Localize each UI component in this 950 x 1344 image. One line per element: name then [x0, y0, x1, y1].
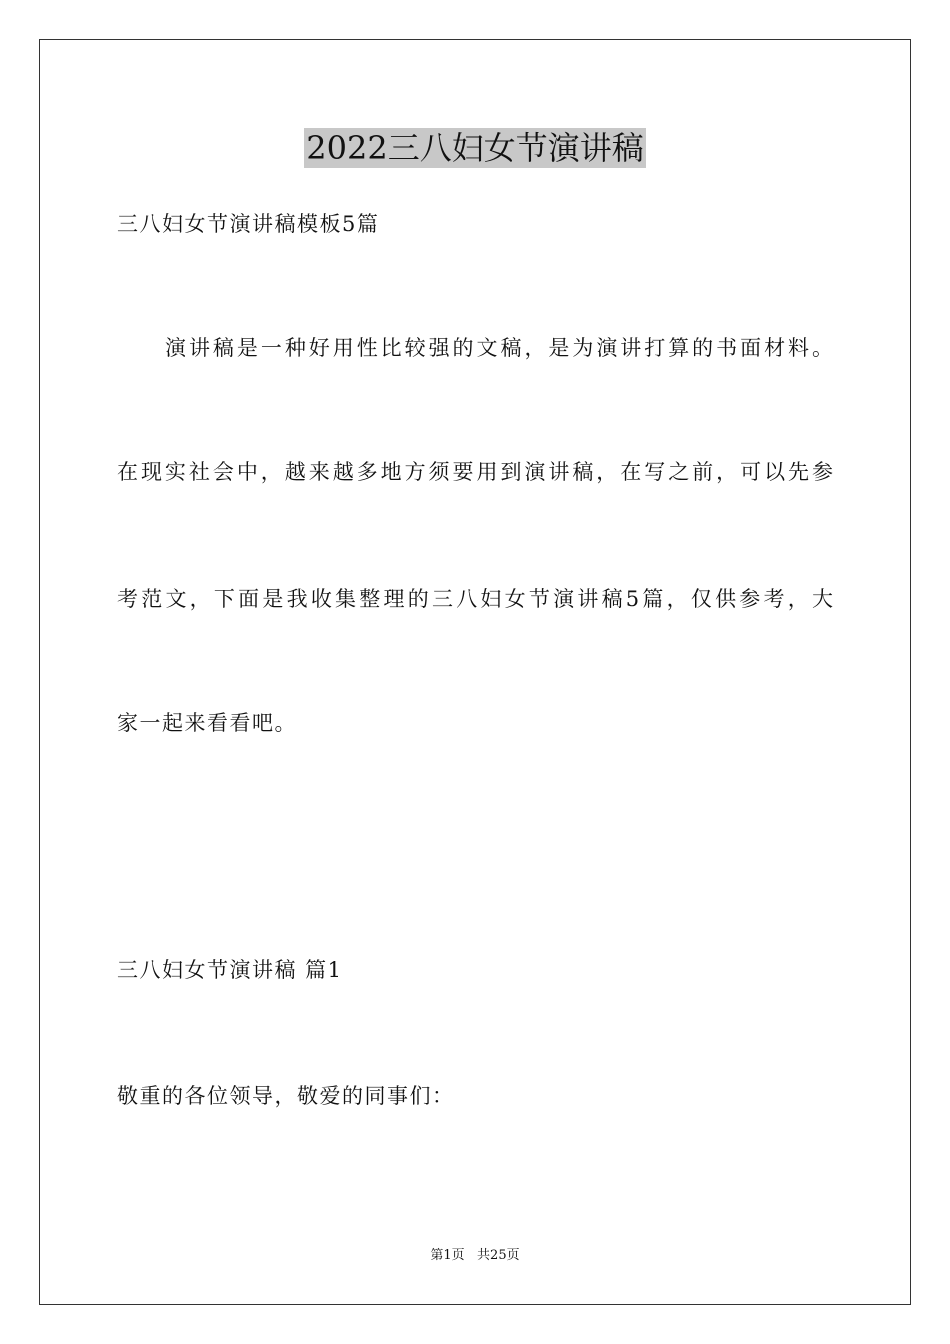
intro-line-3: 考范文，下面是我收集整理的三八妇女节演讲稿5篇，仅供参考，大	[117, 587, 833, 611]
document-title: 2022三八妇女节演讲稿	[306, 129, 644, 167]
intro-line-1: 演讲稿是一种好用性比较强的文稿，是为演讲打算的书面材料。	[165, 336, 833, 360]
page-number-footer: 第1页 共25页	[430, 1248, 520, 1263]
intro-line-4: 家一起来看看吧。	[117, 711, 297, 735]
document-subtitle: 三八妇女节演讲稿模板5篇	[117, 212, 380, 236]
title-container	[0, 128, 950, 168]
intro-line-2: 在现实社会中，越来越多地方须要用到演讲稿，在写之前，可以先参	[117, 460, 833, 484]
salutation: 敬重的各位领导，敬爱的同事们：	[117, 1084, 455, 1108]
section-heading: 三八妇女节演讲稿 篇1	[117, 958, 343, 982]
